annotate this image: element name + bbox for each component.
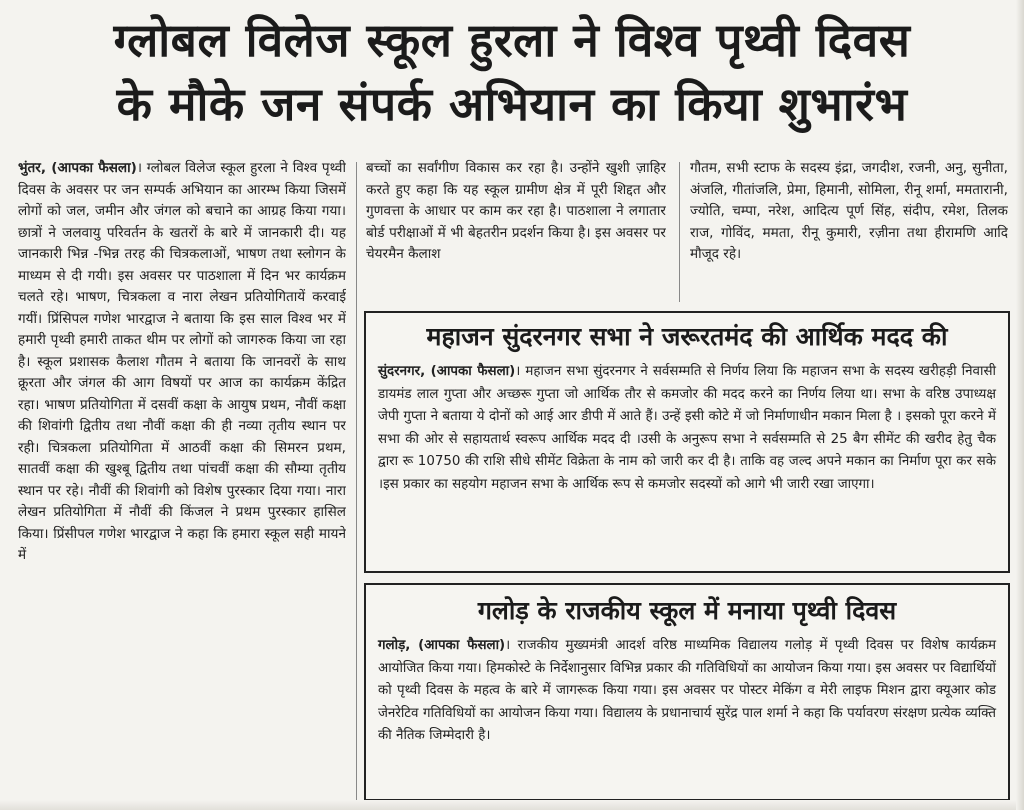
article3-headline: गलोड़ के राजकीय स्कूल में मनाया पृथ्वी दिवस xyxy=(477,596,897,625)
article1-column1 xyxy=(18,158,346,808)
article3-dateline: गलोड़, (आपका फैसला) xyxy=(378,638,506,653)
main-headline xyxy=(0,8,1024,136)
article1-column2 xyxy=(366,158,666,303)
article3-text: । राजकीय मुख्यमंत्री आदर्श वरिष्ठ माध्यमिक विद्यालय गलोड़ में पृथ्वी दिवस पर विशेष कार्यक्रम आयोजित किया गया। हिमकोस्टे के निर्देशानुसार विभिन्न प्रकार की गतिविधियों का आयोजन किया गया। इस अवसर पर विद्यार्थियों को पृथ्वी दिवस के महत्व के बारे में जागरूक किया गया। इस अवसर पर पोस्टर मेकिंग व मेरी लाइफ मिशन द्वारा क्यूआर कोड जेनरेटिव गतिविधियों का आयोजन किया गया। विद्यालय के प्रधानाचार्य सुरेंद्र पाल शर्मा ने कहा कि पर्यावरण संरक्षण प्रत्येक व्यक्ति की नैतिक जिम्मेदारी है। xyxy=(378,638,996,744)
article3-box xyxy=(364,583,1010,801)
column-divider xyxy=(356,162,357,802)
page-bottom-edge xyxy=(0,800,1024,810)
article1-col1-text: । ग्लोबल विलेज स्कूल हुरला ने विश्व पृथ्वी दिवस के अवसर पर जन सम्पर्क अभियान का आरम्भ किया जिसमें लोगों को जल, जमीन और जंगल को बचाने का आग्रह किया गया। छात्रों ने जलवायु परिवर्तन के खतरों के बारे में जानकारी दी। यह जानकारी भिन्न -भिन्न तरह की चित्रकलाओं, भाषण तथा स्लोगन के माध्यम से दी गयी। इस अवसर पर पाठशाला में दिन भर कार्यक्रम चलते रहे। भाषण, चित्रकला व नारा लेखन प्रतियोगितायें करवाई गयीं। प्रिंसिपल गणेश भारद्वाज ने बताया कि इस साल विश्व भर में हमारी पृथ्वी हमारी ताकत थीम पर लोगों को जागरुक किया जा रहा है। स्कूल प्रशासक कैलाश गौतम ने बताया कि जानवरों के साथ क्रूरता और जंगल की आग विषयों पर आज का कार्यक्रम केंद्रित रहा। भाषण प्रतियोगिता में दसवीं कक्षा के आयुष प्रथम, नौवीं कक्षा की शिवांगी द्वितीय तथा नौवीं कक्षा की ही नव्या तृतीय स्थान पर रही। चित्रकला प्रतियोगिता में आठवीं कक्षा की सिमरन प्रथम, सातवीं कक्षा की खुश्बू द्वितीय तथा पांचवीं कक्षा की सौम्या तृतीय स्थान पर रहे। नौवीं की शिवांगी को विशेष पुरस्कार दिया गया। नारा लेखन प्रतियोगिता में नौवीं की किंजल ने प्रथम पुरस्कार हासिल किया। प्रिंसीपल गणेश भारद्वाज ने कहा कि हमारा स्कूल सही मायने में xyxy=(18,160,346,563)
article1-col3-text: गौतम, सभी स्टाफ के सदस्य इंद्रा, जगदीश, रजनी, अनु, सुनीता, अंजलि, गीतांजलि, प्रेमा, हिमानी, सोमिला, रीनू शर्मा, ममतारानी, ज्योति, चम्पा, नरेश, आदित्य पूर्ण सिंह, संदीप, रमेश, तिलक राज, गोविंद, ममता, रीनू कुमारी, रज़ीना तथा हीरामणि आदि मौजूद रहे। xyxy=(690,160,1008,262)
page-right-edge xyxy=(1016,0,1024,810)
main-headline-line1: ग्लोबल विलेज स्कूल हुरला ने विश्व पृथ्वी दिवस xyxy=(113,13,911,67)
article1-column3 xyxy=(690,158,1008,303)
article2-box xyxy=(364,311,1010,573)
article1-dateline: भुंतर, (आपका फैसला) xyxy=(18,160,137,176)
article2-dateline: सुंदरनगर, (आपका फैसला) xyxy=(378,364,516,379)
main-headline-line2: के मौके जन संपर्क अभियान का किया शुभारंभ xyxy=(116,77,908,131)
article1-col2-text: बच्चों का सर्वांगीण विकास कर रहा है। उन्होंने खुशी ज़ाहिर करते हुए कहा कि यह स्कूल ग्रामीण क्षेत्र में पूरी शिद्दत और गुणवत्ता के आधार पर काम कर रहा है। पाठशाला ने लगातार बोर्ड परीक्षाओं में भी बेहतरीन प्रदर्शन किया है। इस अवसर पर चेयरमैन कैलाश xyxy=(366,160,666,262)
article2-headline: महाजन सुंदरनगर सभा ने जरूरतमंद की आर्थिक मदद की xyxy=(426,322,948,351)
article2-text: । महाजन सभा सुंदरनगर ने सर्वसम्मति से निर्णय लिया कि महाजन सभा के सदस्य खरीहड़ी निवासी डायमंड लाल गुप्ता और अच्छरू गुप्ता जो आर्थिक तौर से कमजोर की मदद करने का निर्णय लिया था। सभा के वरिष्ठ उपाध्यक्ष जेपी गुप्ता ने बताया ये दोनों को आई आर डीपी में आते हैं। उन्हें इसी कोटे में जो निर्माणाधीन मकान मिला है । इसको पूरा करने में सभा की ओर से सहायतार्थ स्वरूप आर्थिक मदद दी ।उसी के अनुरूप सभा ने सर्वसम्मति से 25 बैग सीमेंट की खरीद हेतु चैक द्वारा रू 10750 की राशि सीधे सीमेंट विक्रेता के नाम को जारी कर दी है। ताकि वह जल्द अपने मकान का निर्माण पूरा कर सके ।इस प्रकार का सहयोग महाजन सभा के आर्थिक रूप से कमजोर सदस्यों को आगे भी जारी रखा जाएगा। xyxy=(378,364,996,492)
column-divider xyxy=(679,162,680,302)
